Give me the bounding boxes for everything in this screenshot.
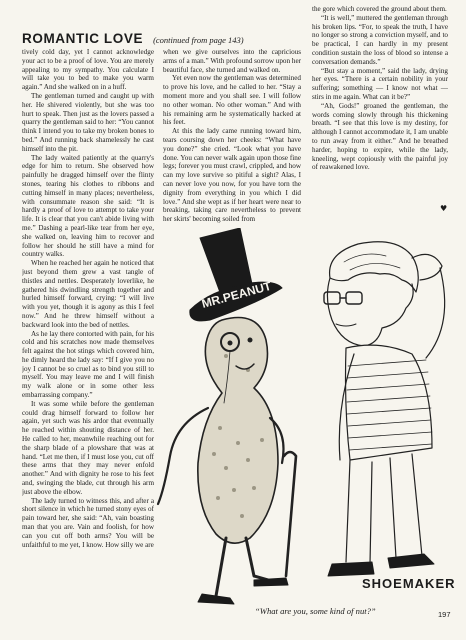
continued-note: (continued from page 143) bbox=[153, 35, 244, 45]
text-column-3 bbox=[312, 5, 448, 211]
man-figure bbox=[324, 242, 445, 576]
text-column-2 bbox=[163, 48, 301, 226]
paragraph: The lady turned to witness this, and after a short silence in which he turned stony eyes of pain toward her, she said: “Ah, vain boasting man that you are. Vain and foolish, for how can you cut off both arms? You will be unfaithful to me yet, I know. How silly we are bbox=[22, 496, 154, 549]
hat-label: MR.PEANUT bbox=[200, 278, 273, 311]
paragraph: At this the lady came running toward him, tears coursing down her cheeks: “What have you done?” she cried. “Look what you have done. You can never walk again upon those fine legs; forever you must crawl, crippled, and how can my love survive so pitiful a sight? Alas, I can never love you now, for you have torn the dignity from everything in you which I did love.” And she wept as if her heart were near to breaking, taking care nevertheless to prevent her skirts' becoming soiled from bbox=[163, 127, 301, 224]
paragraph: “But stay a moment,” said the lady, drying her eyes. “There is a certain nobility in your suffering; something — I know not what — stirs in me again. What can it be?” bbox=[312, 66, 448, 101]
paragraph: tively cold day, yet I cannot acknowledge your act to be a proof of love. You are merely appealing to my sympathy. You calculate I will take you to bed to make you warm again.” And she walked on in a huff. bbox=[22, 48, 154, 92]
paragraph: The gentleman turned and caught up with her. He shivered violently, but she was too hurt to speak. Then just as the lovers passed a quarry the gentleman said to her: “You cannot think I intend you to take my broken bones to bed.” And running back shamelessly he cast himself into the pit. bbox=[22, 91, 154, 153]
paragraph: when we give ourselves into the capricious arms of a man.” With profound sorrow upon her beautiful face, she turned and walked on. bbox=[163, 48, 301, 74]
article-title: ROMANTIC LOVE bbox=[22, 31, 144, 46]
paragraph: the gore which covered the ground about them. bbox=[312, 5, 447, 13]
striped-shirt bbox=[346, 345, 433, 460]
paragraph: It was some while before the gentleman could drag himself forward to follow her again, yet such was his ardor that eventually he reached within shouting distance of her. He called to her, meanwhile reaching out for the sharp blade of a plowshare that was at hand. “Let me then, if I must lose you, cut off these arms that they may never enfold another.” And with dignity he rose to his feet and, swinging the blade, cut through his arm just above the elbow. bbox=[22, 399, 154, 496]
paragraph: The lady waited patiently at the quarry's edge for him to return. She observed how painfully he dragged himself over the flinty stones, tearing his clothes to ribbons and cutting himself in many places; nevertheless, with consummate reason she said: “It is hardly a proof of love to attempt to take your life. It is clear that you can't abide living with me.” Dashing a pearl-like tear from her eye, she walked on, leaving him to recover and follow her should he still have a mind for country walks. bbox=[22, 153, 154, 259]
glasses-icon bbox=[324, 292, 340, 304]
end-mark: ♥ bbox=[440, 204, 448, 213]
peanut-leg-right bbox=[246, 538, 268, 580]
peanut-leg-left bbox=[216, 538, 226, 596]
paragraph: Yet even now the gentleman was determined to prove his love, and he called to her. “Stay a moment more and you shall see. I will follow no other woman. No other woman.” And with his remaining arm he systematically hacked at his feet. bbox=[163, 74, 301, 127]
page-number: 197 bbox=[438, 610, 451, 619]
man-pants bbox=[346, 454, 422, 564]
cartoon-caption: “What are you, some kind of nut?” bbox=[255, 606, 376, 616]
peanut-body bbox=[198, 318, 278, 544]
paragraph: As he lay there contorted with pain, for his cold and his scratches now made themselves felt against the hot stings which covered him, he dimly heard the lady say: “If I give you no joy I cannot be so cruel as to bind you still to myself. You may leave me and I will finish my walk alone or in some other less embarrassing company.” bbox=[22, 329, 154, 400]
cartoon-illustration bbox=[150, 228, 460, 608]
paragraph: When he reached her again he noticed that just beyond them grew a vast tangle of thistles and nettles. Desperately loverlike, he gathered his dwindling strength together and hurled himself forward, crying: “I will live with you yet, though it is agony as this I feel now.” And he threw himself without a backward look into the bed of nettles. bbox=[22, 259, 154, 329]
paragraph: “It is well,” muttered the gentleman through his broken lips. “For, to speak the truth, I have no longer so strong a conviction myself, and to be practical, I can hardly in my present condition sustain the loss of blood so intense a conversation demands.” bbox=[312, 13, 448, 66]
man-hair bbox=[330, 242, 419, 292]
man-arm-raised bbox=[426, 268, 445, 358]
mr-peanut-figure bbox=[158, 228, 296, 604]
text-column-1 bbox=[22, 48, 154, 626]
paragraph: “Ah, Gods!” groaned the gentleman, the words coming slowly through his thickening breath. “I see that this love is my destiny, for although I cannot accommodate it, I am unable to run away from it either.” And he breathed harder, hoping to expire, while the lady, kneeling, wept copiously with the painful joy of reawakened love. bbox=[312, 101, 448, 172]
artist-signature: SHOEMAKER bbox=[362, 576, 456, 591]
cane-icon bbox=[284, 452, 296, 576]
man-head bbox=[327, 278, 413, 346]
